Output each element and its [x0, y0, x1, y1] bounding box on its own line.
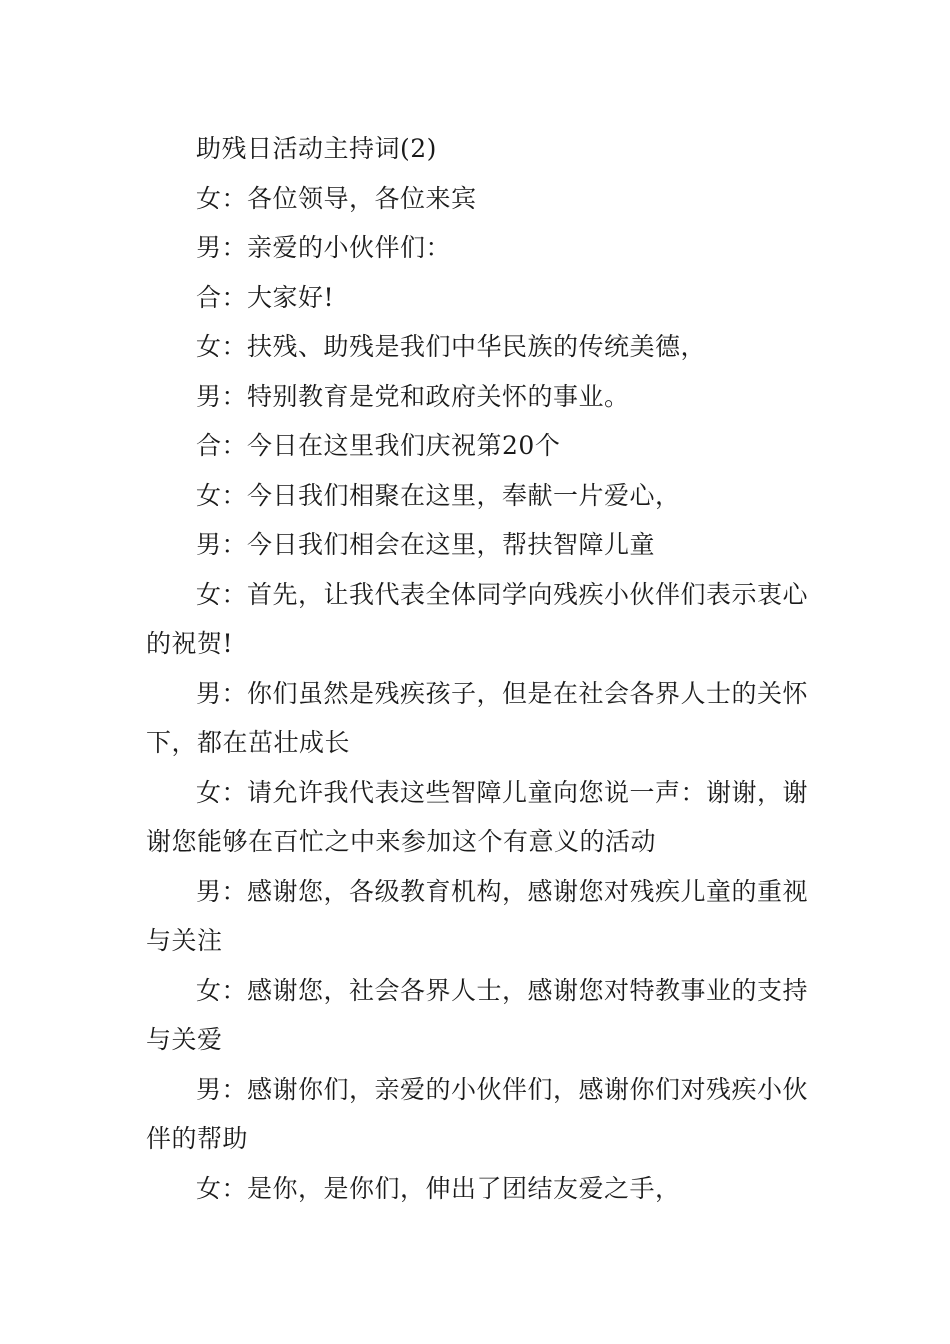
dialogue-line: 女：首先，让我代表全体同学向残疾小伙伴们表示衷心的祝贺!	[146, 579, 809, 658]
document-title: 助残日活动主持词(2)	[196, 134, 437, 163]
dialogue-line: 男：感谢你们，亲爱的小伙伴们，感谢你们对残疾小伙伴的帮助	[146, 1074, 809, 1153]
dialogue-line: 男：亲爱的小伙伴们：	[196, 233, 452, 262]
dialogue-line: 男：今日我们相会在这里，帮扶智障儿童	[196, 530, 656, 559]
dialogue-line: 女：感谢您，社会各界人士，感谢您对特教事业的支持与关爱	[146, 975, 809, 1054]
dialogue-line: 合：今日在这里我们庆祝第20个	[196, 431, 561, 460]
dialogue-line: 男：特别教育是党和政府关怀的事业。	[196, 381, 630, 411]
dialogue-line: 女：各位领导，各位来宾	[196, 183, 477, 213]
document-body	[146, 124, 810, 1213]
dialogue-line: 女：扶残、助残是我们中华民族的传统美德，	[196, 332, 707, 361]
dialogue-line: 女：今日我们相聚在这里，奉献一片爱心，	[196, 480, 681, 510]
dialogue-line: 女：请允许我代表这些智障儿童向您说一声：谢谢，谢谢您能够在百忙之中来参加这个有意义的活动	[146, 777, 809, 856]
dialogue-line: 女：是你，是你们，伸出了团结友爱之手，	[196, 1173, 681, 1203]
dialogue-line: 合：大家好!	[196, 282, 335, 312]
dialogue-line: 男：你们虽然是残疾孩子，但是在社会各界人士的关怀下，都在茁壮成长	[146, 678, 809, 757]
dialogue-line: 男：感谢您，各级教育机构，感谢您对残疾儿童的重视与关注	[146, 876, 809, 955]
